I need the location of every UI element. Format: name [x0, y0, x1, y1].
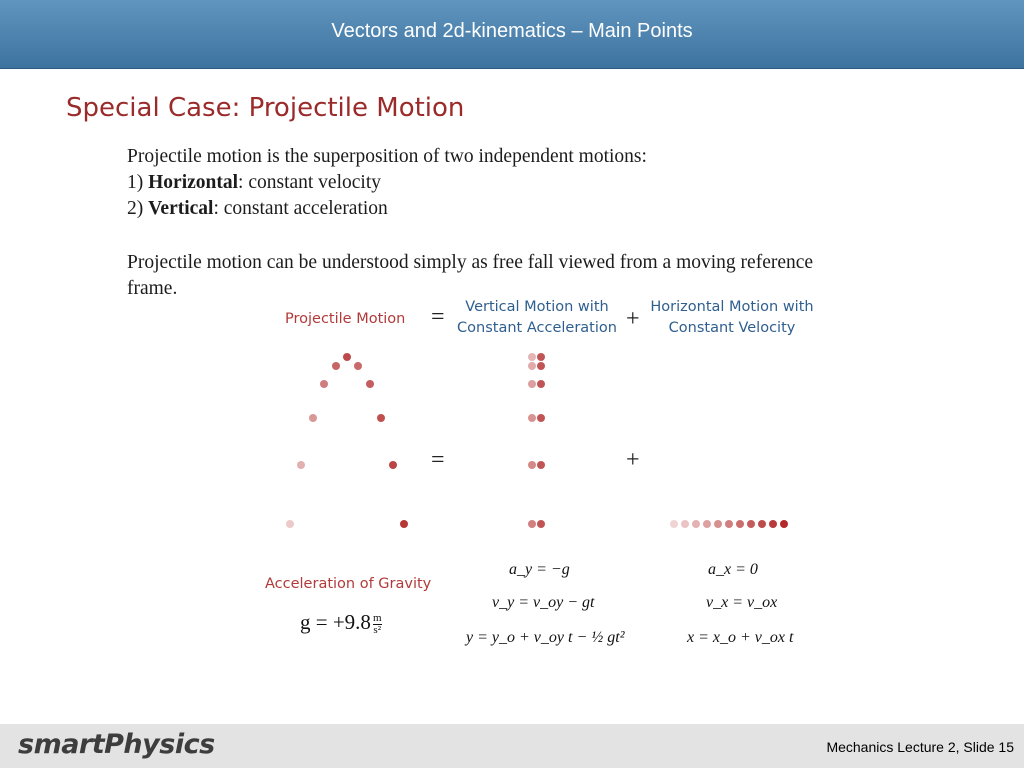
projectile-dot: [343, 353, 351, 361]
label-acceleration-of-gravity: Acceleration of Gravity: [265, 576, 432, 592]
gravity-unit: [373, 613, 382, 636]
vertical-dot: [528, 461, 536, 469]
vertical-dot: [528, 362, 536, 370]
unit-denominator: s²: [373, 623, 382, 636]
projectile-dot: [354, 362, 362, 370]
gravity-value: g = +9.8: [300, 610, 371, 634]
horizontal-dot: [714, 520, 722, 528]
vertical-dot: [537, 520, 545, 528]
list-desc: : constant velocity: [238, 172, 381, 193]
horizontal-dot: [747, 520, 755, 528]
intro-text: Projectile motion is the superposition of two independent motions:: [127, 146, 647, 167]
vertical-dot: [537, 380, 545, 388]
plus-symbol: +: [626, 447, 640, 473]
equation-vy: v_y = v_oy − gt: [492, 594, 595, 611]
label-line: Horizontal Motion with: [650, 299, 814, 315]
projectile-dot: [320, 380, 328, 388]
horizontal-dot: [769, 520, 777, 528]
equation-vx: v_x = v_ox: [706, 594, 778, 611]
equation-x: x = x_o + v_ox t: [687, 629, 794, 646]
projectile-dot: [389, 461, 397, 469]
horizontal-dot: [670, 520, 678, 528]
projectile-dot: [297, 461, 305, 469]
smartphysics-logo: smartPhysics: [18, 729, 215, 760]
vertical-dot: [528, 353, 536, 361]
projectile-dot: [377, 414, 385, 422]
projectile-dot: [332, 362, 340, 370]
gravity-equation: [300, 610, 382, 636]
list-desc: : constant acceleration: [213, 198, 388, 219]
equation-ay: a_y = −g: [509, 561, 570, 578]
horizontal-dot: [736, 520, 744, 528]
slide-title: Vectors and 2d-kinematics – Main Points: [331, 20, 693, 42]
vertical-dot: [537, 414, 545, 422]
unit-numerator: m: [372, 611, 382, 624]
equation-ax: a_x = 0: [708, 561, 758, 578]
label-line: Constant Velocity: [668, 320, 796, 336]
horizontal-dot: [758, 520, 766, 528]
list-number: 2): [127, 198, 149, 219]
projectile-dot: [286, 520, 294, 528]
vertical-dot: [537, 461, 545, 469]
equals-symbol: =: [431, 447, 445, 473]
plus-symbol: +: [626, 306, 640, 332]
section-heading: Special Case: Projectile Motion: [66, 93, 465, 123]
term-horizontal: Horizontal: [148, 172, 239, 193]
vertical-dot: [537, 353, 545, 361]
vertical-dot: [528, 414, 536, 422]
slide-footer: [0, 724, 1024, 768]
projectile-dot: [366, 380, 374, 388]
label-line: Constant Acceleration: [457, 320, 617, 336]
paragraph-line: Projectile motion can be understood simply as free fall viewed from a moving reference: [127, 252, 814, 273]
vertical-dot: [528, 380, 536, 388]
term-vertical: Vertical: [148, 198, 214, 219]
projectile-dot: [400, 520, 408, 528]
vertical-dot: [537, 362, 545, 370]
equation-y: y = y_o + v_oy t − ½ gt²: [466, 629, 625, 646]
horizontal-dot: [703, 520, 711, 528]
list-number: 1): [127, 172, 149, 193]
slide-info: Mechanics Lecture 2, Slide 15: [826, 739, 1014, 755]
vertical-dot: [528, 520, 536, 528]
equals-symbol: =: [431, 304, 445, 330]
horizontal-dot: [780, 520, 788, 528]
label-line: Vertical Motion with: [465, 299, 609, 315]
horizontal-dot: [725, 520, 733, 528]
paragraph-line: frame.: [127, 278, 178, 299]
horizontal-dot: [681, 520, 689, 528]
projectile-dot: [309, 414, 317, 422]
label-projectile-motion: Projectile Motion: [285, 311, 406, 327]
horizontal-dot: [692, 520, 700, 528]
